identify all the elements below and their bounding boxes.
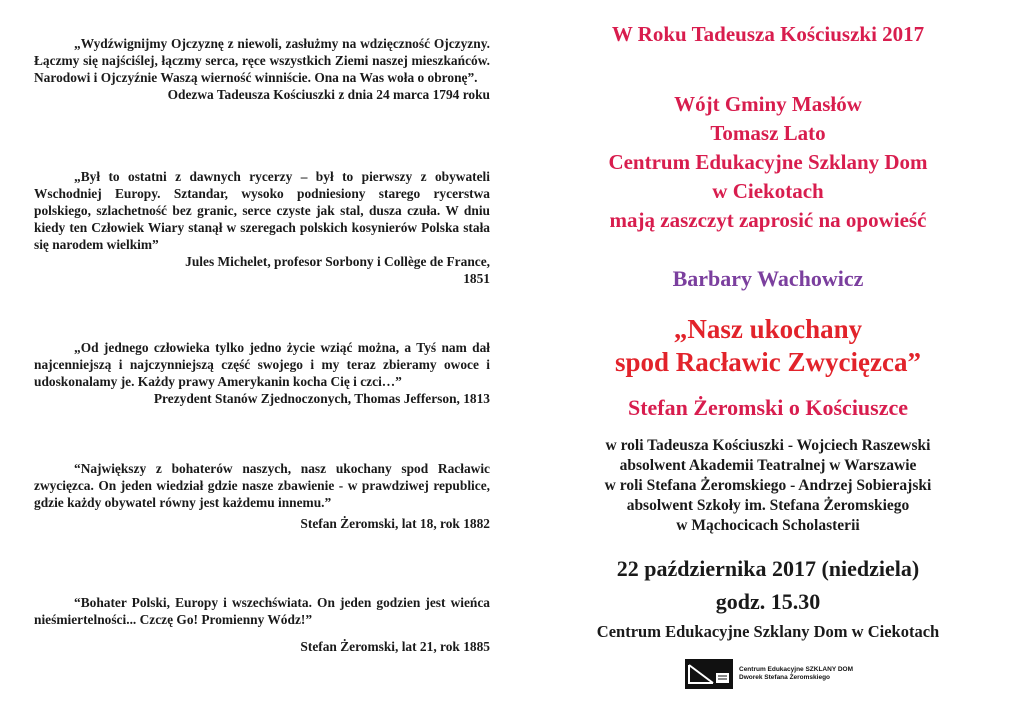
quote-kosciuszki — [34, 35, 490, 103]
event-time: godz. 15.30 — [715, 589, 821, 614]
quote-text: „Wydźwignijmy Ojczyznę z niewoli, zasłużmy na wdzięczność Ojczyzny. Łączmy się najściślej, łączmy serca, ręce wszystkich Ziemi naszej mieszkańców. Narodowi i Ojczyźnie Waszą wierność winniście. Ona na Was woła o obronę”. — [34, 36, 490, 85]
quote-source: Prezydent Stanów Zjednoczonych, Thomas Jefferson, 1813 — [153, 391, 490, 406]
title-line: spod Racławic Zwycięzca” — [615, 347, 921, 377]
quote-text: „Był to ostatni z dawnych rycerzy – był to pierwszy z obywateli Wschodniej Europy. Sztandar, wysoko podniesiony starego rycerstwa polskiego, szlachetność bez granic, serce czyste jak stal, dusza czuła. W dniu kiedy ten Człowiek Wiary stanął w szeregach polskich kosynierów Polska stała się narodem wielkim” — [34, 169, 490, 252]
quote-text: “Największy z bohaterów naszych, nasz ukochany spod Racławic zwycięzca. On jeden wiedział gdzie nasze zbawienie - w prawdziwej republice, gdzie każdy obywatel równy jest każdemu innemu.” — [34, 461, 490, 510]
cast-list — [512, 436, 1024, 536]
quote-michelet — [34, 168, 490, 287]
cast-line: absolwent Akademii Teatralnej w Warszawie — [619, 457, 917, 474]
quote-source: Stefan Żeromski, lat 18, rok 1882 — [300, 516, 490, 531]
event-venue: Centrum Edukacyjne Szklany Dom w Ciekotach — [596, 622, 940, 641]
invitation-column — [512, 0, 1024, 724]
cast-line: w roli Tadeusza Kościuszki - Wojciech Raszewski — [605, 437, 931, 454]
quote-zeromski-1882 — [34, 460, 490, 532]
host-line: Tomasz Lato — [710, 121, 826, 145]
event-title — [512, 313, 1024, 379]
quote-zeromski-1885 — [34, 594, 490, 655]
quote-text: „Od jednego człowieka tylko jedno życie wziąć można, a Tyś nam dał najcenniejszą i najczynniejszą część swojego i my teraz zbieramy owoce i udoskonalamy je. Każdy prawy Amerykanin kocha Cię i czci…” — [34, 340, 490, 389]
cast-line: w Mąchocicach Scholasterii — [676, 517, 860, 534]
logo-text — [739, 666, 853, 682]
cast-line: w roli Stefana Żeromskiego - Andrzej Sobierajski — [604, 477, 932, 494]
quote-source: Odezwa Tadeusza Kościuszki z dnia 24 marca 1794 roku — [167, 87, 490, 102]
invite-line: mają zaszczyt zaprosić na opowieść — [609, 208, 927, 232]
logo-line: Dworek Stefana Żeromskiego — [739, 674, 831, 681]
title-line: „Nasz ukochany — [673, 314, 863, 344]
host-line: w Ciekotach — [712, 179, 824, 203]
quote-source: Stefan Żeromski, lat 21, rok 1885 — [300, 639, 490, 654]
logo-mark — [685, 659, 733, 689]
host-line: Centrum Edukacyjne Szklany Dom — [608, 150, 928, 174]
event-date: 22 października 2017 (niedziela) — [616, 556, 920, 581]
quote-source: Jules Michelet, profesor Sorbony i Collège de France, — [185, 254, 490, 269]
quote-text: “Bohater Polski, Europy i wszechświata. On jeden godzien jest wieńca nieśmiertelności... Czczę Go! Promienny Wódz!” — [34, 595, 490, 627]
logo-line: Centrum Edukacyjne SZKLANY DOM — [739, 666, 854, 673]
quote-source-year: 1851 — [463, 271, 490, 286]
event-subtitle: Stefan Żeromski o Kościuszce — [627, 395, 909, 420]
hosts-block — [512, 90, 1024, 235]
author-name: Barbary Wachowicz — [672, 266, 864, 291]
year-heading: W Roku Tadeusza Kościuszki 2017 — [611, 22, 925, 46]
host-line: Wójt Gminy Masłów — [674, 92, 862, 116]
quote-jefferson — [34, 339, 490, 407]
cast-line: absolwent Szkoły im. Stefana Żeromskiego — [626, 497, 910, 514]
szklany-dom-logo — [685, 658, 895, 690]
